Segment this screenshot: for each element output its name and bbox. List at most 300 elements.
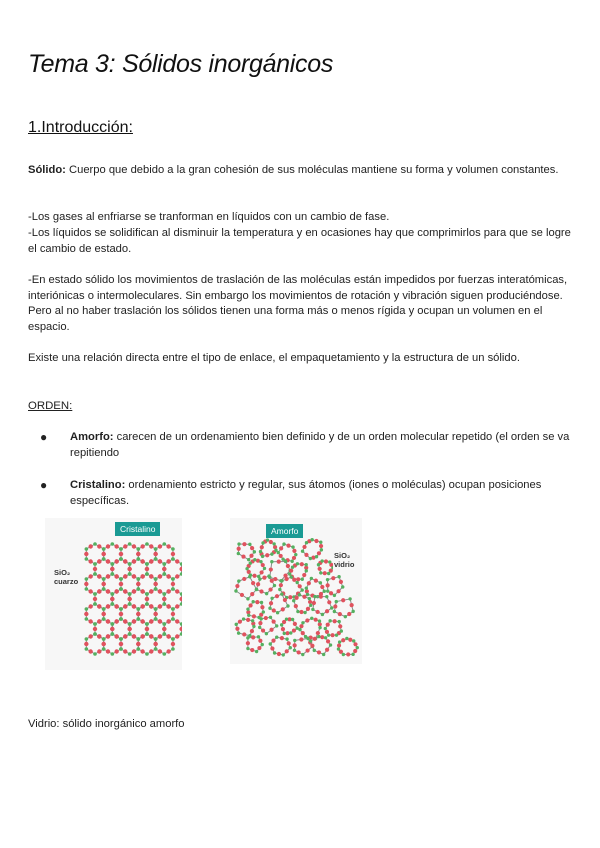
- oxygen-atom: [106, 574, 110, 578]
- oxygen-atom: [101, 582, 105, 586]
- silicon-atom: [162, 572, 166, 576]
- silicon-atom: [273, 584, 276, 587]
- oxygen-atom: [258, 639, 262, 643]
- oxygen-atom: [314, 539, 318, 543]
- silicon-atom: [154, 647, 158, 651]
- oxygen-atom: [281, 627, 285, 631]
- oxygen-atom: [324, 559, 328, 563]
- oxygen-atom: [272, 608, 276, 612]
- oxygen-atom: [84, 552, 88, 556]
- oxygen-atom: [317, 650, 321, 654]
- silicon-atom: [162, 652, 166, 656]
- relacion-paragraph: Existe una relación directa entre el tipo de enlace, el empaquetamiento y la estructura de un sólido.: [28, 352, 520, 364]
- oxygen-atom: [175, 559, 179, 563]
- oxygen-atom: [306, 648, 310, 652]
- silicon-atom: [128, 602, 132, 606]
- oxygen-atom: [101, 612, 105, 616]
- oxygen-atom: [305, 589, 309, 593]
- oxygen-atom: [262, 576, 266, 580]
- silicon-atom: [296, 610, 299, 613]
- oxygen-atom: [353, 642, 357, 646]
- oxygen-atom: [119, 642, 123, 646]
- silicon-atom: [319, 571, 322, 574]
- silicon-atom: [301, 550, 304, 553]
- oxygen-atom: [97, 589, 101, 593]
- oxygen-atom: [140, 649, 144, 653]
- oxygen-atom: [250, 592, 254, 596]
- oxygen-atom: [289, 569, 293, 573]
- oxygen-atom: [149, 544, 153, 548]
- oxygen-atom: [149, 559, 153, 563]
- oxygen-atom: [114, 604, 118, 608]
- oxygen-atom: [261, 563, 265, 567]
- amorfo-text: carecen de un ordenamiento bien definido y de un orden molecular repetido (el orden se va repitiendo: [70, 431, 570, 459]
- oxygen-atom: [255, 600, 259, 604]
- oxygen-atom: [325, 648, 329, 652]
- silicon-atom: [311, 608, 314, 611]
- oxygen-atom: [237, 547, 241, 551]
- oxygen-atom: [175, 619, 179, 623]
- section-heading: 1.Introducción:: [28, 119, 133, 136]
- oxygen-atom: [179, 627, 182, 631]
- oxygen-atom: [175, 604, 179, 608]
- oxygen-atom: [153, 582, 157, 586]
- silicon-atom: [145, 592, 149, 596]
- silicon-atom: [154, 587, 158, 591]
- silicon-atom: [285, 617, 288, 620]
- oxygen-atom: [325, 630, 329, 634]
- oxygen-atom: [140, 574, 144, 578]
- silicon-atom: [251, 600, 254, 603]
- oxygen-atom: [93, 567, 97, 571]
- silicon-atom: [248, 543, 251, 546]
- oxygen-atom: [292, 549, 296, 553]
- oxygen-atom: [346, 652, 350, 656]
- oxygen-atom: [248, 603, 252, 607]
- silicon-atom: [137, 637, 141, 641]
- silicon-atom: [280, 623, 283, 626]
- silicon-atom: [154, 637, 158, 641]
- silicon-atom: [333, 610, 336, 613]
- amorfo-mineral: vidrio: [334, 560, 355, 569]
- oxygen-atom: [123, 619, 127, 623]
- silicon-atom: [128, 572, 132, 576]
- silicon-atom: [338, 640, 341, 643]
- oxygen-atom: [260, 545, 264, 549]
- silicon-atom: [137, 557, 141, 561]
- silicon-atom: [309, 604, 312, 607]
- oxygen-atom: [292, 578, 296, 582]
- oxygen-atom: [353, 649, 357, 653]
- oxygen-atom: [293, 643, 297, 647]
- oxygen-atom: [127, 597, 131, 601]
- oxygen-atom: [101, 552, 105, 556]
- silicon-atom: [328, 560, 331, 563]
- cristalino-figure: [45, 518, 182, 670]
- silicon-atom: [119, 637, 123, 641]
- silicon-atom: [268, 607, 271, 610]
- oxygen-atom: [246, 618, 250, 622]
- oxygen-atom: [175, 634, 179, 638]
- oxygen-atom: [114, 634, 118, 638]
- cristalino-label: [53, 567, 79, 587]
- oxygen-atom: [123, 544, 127, 548]
- oxygen-atom: [293, 622, 297, 626]
- oxygen-atom: [162, 567, 166, 571]
- oxygen-atom: [132, 544, 136, 548]
- oxygen-atom: [317, 551, 321, 555]
- silicon-atom: [85, 557, 89, 561]
- oxygen-atom: [140, 619, 144, 623]
- oxygen-atom: [338, 624, 342, 628]
- oxygen-atom: [287, 641, 291, 645]
- oxygen-atom: [140, 559, 144, 563]
- oxygen-atom: [273, 577, 277, 581]
- oxygen-atom: [106, 589, 110, 593]
- oxygen-atom: [250, 648, 254, 652]
- oxygen-atom: [305, 618, 309, 622]
- oxygen-atom: [327, 600, 331, 604]
- oxygen-atom: [281, 607, 285, 611]
- silicon-atom: [351, 610, 354, 613]
- silicon-atom: [356, 646, 359, 649]
- silicon-atom: [137, 547, 141, 551]
- oxygen-atom: [264, 616, 268, 620]
- oxygen-atom: [88, 574, 92, 578]
- silicon-atom: [291, 545, 294, 548]
- page-title: Tema 3: Sólidos inorgánicos: [28, 50, 334, 78]
- oxygen-atom: [300, 562, 304, 566]
- oxygen-atom: [268, 587, 272, 591]
- oxygen-atom: [316, 610, 320, 614]
- silicon-atom: [294, 553, 297, 556]
- silicon-atom: [269, 642, 272, 645]
- oxygen-atom: [132, 589, 136, 593]
- oxygen-atom: [270, 646, 274, 650]
- oxygen-atom: [140, 589, 144, 593]
- oxygen-atom: [258, 621, 262, 625]
- oxygen-atom: [272, 619, 276, 623]
- oxygen-atom: [123, 559, 127, 563]
- oxygen-atom: [158, 559, 162, 563]
- silicon-atom: [255, 588, 258, 591]
- silicon-atom: [119, 647, 123, 651]
- oxygen-atom: [296, 577, 300, 581]
- oxygen-atom: [283, 598, 287, 602]
- oxygen-atom: [312, 601, 316, 605]
- orden-heading: ORDEN:: [28, 400, 73, 412]
- oxygen-atom: [166, 649, 170, 653]
- bullet-icon: ●: [40, 478, 48, 492]
- oxygen-atom: [97, 604, 101, 608]
- silicon-atom: [348, 597, 351, 600]
- oxygen-atom: [297, 650, 301, 654]
- silicon-atom: [154, 547, 158, 551]
- silicon-atom: [93, 602, 97, 606]
- oxygen-atom: [336, 589, 340, 593]
- silicon-atom: [340, 629, 343, 632]
- silicon-atom: [278, 588, 281, 591]
- solido-term: Sólido:: [28, 164, 66, 176]
- oxygen-atom: [348, 638, 352, 642]
- silicon-atom: [310, 538, 313, 541]
- oxygen-atom: [238, 620, 242, 624]
- silicon-atom: [145, 602, 149, 606]
- silicon-atom: [289, 631, 292, 634]
- oxygen-atom: [269, 540, 273, 544]
- oxygen-atom: [175, 574, 179, 578]
- oxygen-atom: [235, 584, 239, 588]
- silicon-atom: [265, 592, 268, 595]
- oxygen-atom: [269, 567, 273, 571]
- silicon-atom: [237, 579, 240, 582]
- silicon-atom: [277, 551, 280, 554]
- silicon-atom: [304, 563, 307, 566]
- oxygen-atom: [240, 593, 244, 597]
- silicon-atom: [273, 651, 276, 654]
- silicon-atom: [288, 572, 291, 575]
- oxygen-atom: [136, 552, 140, 556]
- oxygen-atom: [179, 597, 182, 601]
- oxygen-atom: [114, 589, 118, 593]
- oxygen-atom: [250, 546, 254, 550]
- silicon-atom: [154, 557, 158, 561]
- oxygen-atom: [88, 544, 92, 548]
- silicon-atom: [102, 617, 106, 621]
- silicon-atom: [305, 541, 308, 544]
- oxygen-atom: [88, 604, 92, 608]
- oxygen-atom: [88, 559, 92, 563]
- silicon-atom: [111, 652, 115, 656]
- silicon-atom: [310, 577, 313, 580]
- oxygen-atom: [136, 642, 140, 646]
- silicon-atom: [326, 578, 329, 581]
- silicon-atom: [242, 617, 245, 620]
- oxygen-atom: [306, 607, 310, 611]
- silicon-atom: [352, 639, 355, 642]
- oxygen-atom: [140, 634, 144, 638]
- silicon-atom: [162, 592, 166, 596]
- silicon-atom: [259, 617, 262, 620]
- oxygen-atom: [149, 649, 153, 653]
- silicon-atom: [145, 562, 149, 566]
- silicon-atom: [329, 643, 332, 646]
- oxygen-atom: [140, 604, 144, 608]
- silicon-atom: [319, 541, 322, 544]
- oxygen-atom: [84, 582, 88, 586]
- oxygen-atom: [302, 573, 306, 577]
- silicon-atom: [111, 542, 115, 546]
- silicon-atom: [93, 562, 97, 566]
- oxygen-atom: [286, 564, 290, 568]
- oxygen-atom: [326, 583, 330, 587]
- silicon-atom: [162, 602, 166, 606]
- oxygen-atom: [88, 619, 92, 623]
- oxygen-atom: [114, 649, 118, 653]
- silicon-atom: [321, 613, 324, 616]
- silicon-atom: [253, 558, 256, 561]
- silicon-atom: [267, 574, 270, 577]
- oxygen-atom: [149, 574, 153, 578]
- estado-solido-paragraph: -En estado sólido los movimientos de traslación de las moléculas están impedidos por fuerzas interatómicas, interiónicas o intermoleculares. Sin embargo los movimientos de rotación y vibración siguen produciéndose. Pero al no haber traslación los sólidos tienen una forma más o menos rígida y ocupan un volumen en el espacio.: [28, 274, 568, 333]
- oxygen-atom: [93, 597, 97, 601]
- cristalino-formula: SiO₂: [54, 568, 71, 577]
- oxygen-atom: [299, 610, 303, 614]
- silicon-atom: [266, 538, 269, 541]
- silicon-atom: [309, 639, 312, 642]
- oxygen-atom: [330, 633, 334, 637]
- silicon-atom: [145, 542, 149, 546]
- silicon-atom: [93, 622, 97, 626]
- oxygen-atom: [166, 604, 170, 608]
- silicon-atom: [171, 647, 175, 651]
- silicon-atom: [284, 560, 287, 563]
- silicon-atom: [326, 589, 329, 592]
- silicon-atom: [337, 647, 340, 650]
- oxygen-atom: [247, 570, 251, 574]
- silicon-atom: [102, 587, 106, 591]
- oxygen-atom: [101, 642, 105, 646]
- silicon-atom: [265, 632, 268, 635]
- oxygen-atom: [259, 570, 263, 574]
- oxygen-atom: [97, 574, 101, 578]
- silicon-atom: [128, 622, 132, 626]
- silicon-atom: [247, 614, 250, 617]
- oxygen-atom: [132, 559, 136, 563]
- oxygen-atom: [171, 582, 175, 586]
- oxygen-atom: [162, 627, 166, 631]
- silicon-atom: [102, 577, 106, 581]
- silicon-atom: [85, 647, 89, 651]
- silicon-atom: [137, 607, 141, 611]
- silicon-atom: [341, 585, 344, 588]
- silicon-atom: [319, 581, 322, 584]
- oxygen-atom: [149, 634, 153, 638]
- silicon-atom: [313, 595, 316, 598]
- oxygen-atom: [162, 597, 166, 601]
- silicon-atom: [248, 575, 251, 578]
- silicon-atom: [301, 653, 304, 656]
- list-item-cristalino: [70, 478, 575, 509]
- oxygen-atom: [114, 559, 118, 563]
- oxygen-atom: [304, 553, 308, 557]
- oxygen-atom: [256, 582, 260, 586]
- oxygen-atom: [285, 649, 289, 653]
- oxygen-atom: [235, 627, 239, 631]
- oxygen-atom: [318, 622, 322, 626]
- oxygen-atom: [88, 634, 92, 638]
- footer-note: Vidrio: sólido inorgánico amorfo: [28, 718, 185, 730]
- silicon-atom: [293, 649, 296, 652]
- oxygen-atom: [123, 649, 127, 653]
- silicon-atom: [93, 572, 97, 576]
- oxygen-atom: [279, 554, 283, 558]
- oxygen-atom: [302, 595, 306, 599]
- silicon-atom: [335, 600, 338, 603]
- silicon-atom: [102, 547, 106, 551]
- oxygen-atom: [93, 627, 97, 631]
- oxygen-atom: [252, 574, 256, 578]
- silicon-atom: [324, 636, 327, 639]
- oxygen-atom: [171, 642, 175, 646]
- oxygen-atom: [119, 552, 123, 556]
- silicon-atom: [128, 632, 132, 636]
- oxygen-atom: [175, 589, 179, 593]
- silicon-atom: [171, 637, 175, 641]
- silicon-atom: [275, 624, 278, 627]
- silicon-atom: [263, 567, 266, 570]
- oxygen-atom: [132, 574, 136, 578]
- oxygen-atom: [106, 634, 110, 638]
- silicon-atom: [286, 604, 289, 607]
- silicon-atom: [246, 607, 249, 610]
- oxygen-atom: [294, 604, 298, 608]
- oxygen-atom: [106, 619, 110, 623]
- silicon-atom: [137, 647, 141, 651]
- silicon-atom: [119, 557, 123, 561]
- silicon-atom: [171, 617, 175, 621]
- oxygen-atom: [132, 619, 136, 623]
- silicon-atom: [137, 617, 141, 621]
- amorfo-tag: Amorfo: [266, 524, 303, 538]
- silicon-atom: [102, 647, 106, 651]
- oxygen-atom: [97, 559, 101, 563]
- silicon-atom: [333, 594, 336, 597]
- silicon-atom: [317, 563, 320, 566]
- oxygen-atom: [123, 574, 127, 578]
- silicon-atom: [322, 653, 325, 656]
- oxygen-atom: [149, 589, 153, 593]
- silicon-atom: [328, 619, 331, 622]
- oxygen-atom: [314, 579, 318, 583]
- silicon-atom: [119, 577, 123, 581]
- silicon-atom: [258, 626, 261, 629]
- silicon-atom: [154, 577, 158, 581]
- silicon-atom: [298, 628, 301, 631]
- silicon-atom: [290, 560, 293, 563]
- silicon-atom: [272, 542, 275, 545]
- silicon-atom: [257, 635, 260, 638]
- oxygen-atom: [145, 567, 149, 571]
- oxygen-atom: [166, 589, 170, 593]
- oxygen-atom: [242, 542, 246, 546]
- oxygen-atom: [249, 554, 253, 558]
- silicon-atom: [247, 558, 250, 561]
- silicon-atom: [145, 572, 149, 576]
- silicon-atom: [154, 617, 158, 621]
- oxygen-atom: [149, 604, 153, 608]
- oxygen-atom: [166, 544, 170, 548]
- oxygen-atom: [320, 585, 324, 589]
- silicon-atom: [93, 652, 97, 656]
- oxygen-atom: [132, 649, 136, 653]
- silicon-atom: [253, 550, 256, 553]
- oxygen-atom: [307, 581, 311, 585]
- silicon-atom: [237, 552, 240, 555]
- silicon-atom: [119, 587, 123, 591]
- oxygen-atom: [246, 641, 250, 645]
- oxygen-atom: [110, 627, 114, 631]
- oxygen-atom: [295, 596, 299, 600]
- oxygen-atom: [331, 576, 335, 580]
- silicon-atom: [128, 592, 132, 596]
- silicon-atom: [171, 557, 175, 561]
- oxygen-atom: [251, 581, 255, 585]
- oxygen-atom: [251, 635, 255, 639]
- silicon-atom: [306, 637, 309, 640]
- oxygen-atom: [285, 631, 289, 635]
- silicon-atom: [85, 617, 89, 621]
